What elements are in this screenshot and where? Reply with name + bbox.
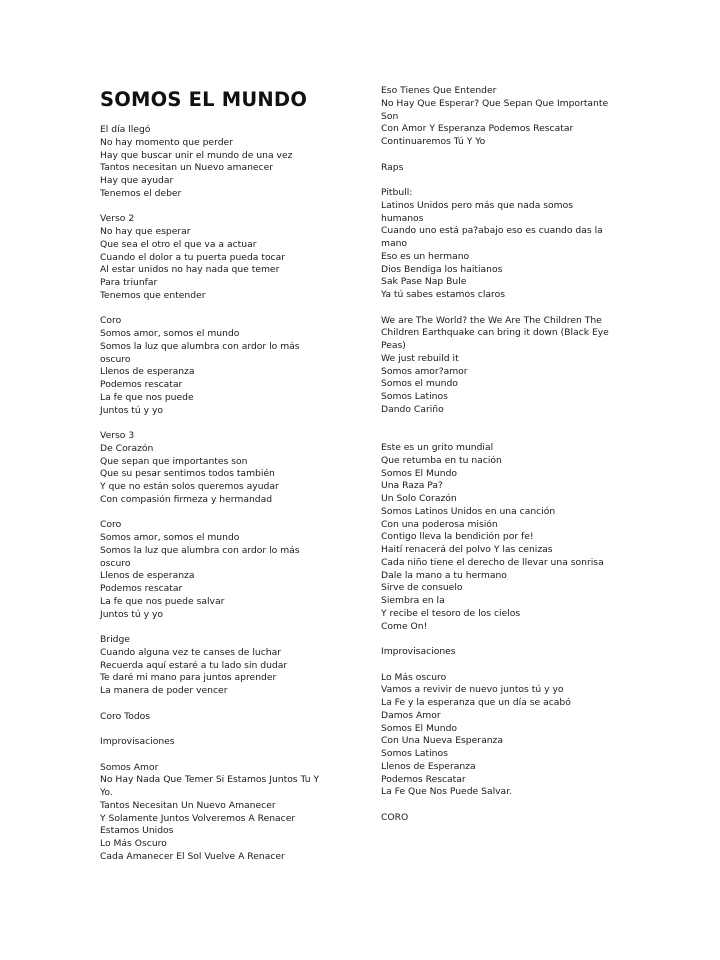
lyric-line: Somos el mundo: [381, 378, 458, 390]
lyric-line: Lo Más oscuro: [381, 671, 447, 683]
lyric-line: Coro: [100, 519, 122, 531]
stanza: [381, 646, 626, 659]
lyric-line: Con Amor Y Esperanza Podemos Rescatar: [381, 123, 574, 135]
lyric-line: Que su pesar sentimos todos también: [100, 468, 275, 480]
lyric-line: La fe que nos puede: [100, 391, 194, 403]
left-column: [100, 88, 355, 876]
lyric-line: Cada Amanecer El Sol Vuelve A Renacer: [100, 850, 285, 862]
lyric-line: Dale la mano a tu hermano: [381, 569, 507, 581]
lyric-line: Dios Bendiga los haitianos: [381, 263, 503, 275]
lyric-line: Que sea el otro el que va a actuar: [100, 238, 257, 250]
stanza: [381, 187, 626, 302]
lyric-line: Improvisaciones: [381, 646, 456, 657]
lyric-line: Verso 3: [100, 430, 135, 441]
lyric-line: Children Earthquake can bring it down (Black Eye: [381, 327, 609, 339]
lyric-line: Podemos rescatar: [100, 583, 183, 594]
lyric-line: Juntos tú y yo: [100, 404, 164, 416]
lyric-line: Yo.: [100, 787, 113, 798]
lyric-line: Te daré mi mano para juntos aprender: [100, 672, 277, 684]
lyric-line: Tantos necesitan un Nuevo amanecer: [100, 162, 274, 174]
stanza: [100, 315, 355, 417]
song-title: SOMOS EL MUNDO: [100, 88, 308, 111]
lyric-line: Recuerda aquí estaré a tu lado sin dudar: [100, 659, 288, 671]
lyric-line: Podemos Rescatar: [381, 773, 466, 785]
lyric-line: Pitbull:: [381, 187, 413, 198]
lyric-line: De Corazón: [100, 442, 154, 454]
lyric-line: La fe que nos puede salvar: [100, 595, 225, 607]
lyric-line: Al estar unidos no hay nada que temer: [100, 264, 280, 276]
lyric-line: Somos Latinos: [381, 748, 448, 759]
lyric-line: Eso es un hermano: [381, 250, 470, 262]
lyric-line: Somos Latinos Unidos en una canción: [381, 505, 556, 517]
lyric-line: Somos Latinos: [381, 391, 448, 402]
lyric-line: Coro Todos: [100, 710, 151, 722]
lyric-line: We just rebuild it: [381, 352, 459, 364]
right-stanzas: [381, 85, 626, 825]
lyric-line: La manera de poder vencer: [100, 685, 228, 696]
lyric-line: Llenos de esperanza: [100, 366, 195, 378]
lyric-line: Cada niño tiene el derecho de llevar una sonrisa: [381, 556, 604, 568]
lyric-line: No Hay Nada Que Temer Si Estamos Juntos Tu Y: [100, 774, 320, 786]
lyric-line: Cuando uno está pa?abajo eso es cuando das la: [381, 225, 603, 237]
lyric-line: Con una poderosa misión: [381, 518, 498, 530]
lyric-line: Que retumba en tu nación: [381, 454, 502, 466]
lyric-line: Improvisaciones: [100, 736, 175, 747]
lyric-line: El día llegó: [100, 124, 151, 135]
lyric-line: Haití renacerá del polvo Y las cenizas: [381, 544, 553, 555]
stanza: [100, 213, 355, 302]
lyric-line: Peas): [381, 340, 406, 351]
lyric-line: Sirve de consuelo: [381, 582, 463, 594]
lyric-line: Con Una Nueva Esperanza: [381, 735, 503, 747]
lyric-line: oscuro: [100, 557, 131, 569]
lyric-line: Latinos Unidos pero más que nada somos: [381, 199, 574, 211]
lyric-line: Dando Cariño: [381, 403, 444, 415]
right-column: [381, 85, 626, 837]
lyric-line: Son: [381, 110, 399, 122]
stanza: [381, 812, 626, 825]
lyric-line: Para triunfar: [100, 277, 158, 288]
lyric-line: Somos amor?amor: [381, 365, 468, 377]
lyric-line: No hay que esperar: [100, 226, 191, 237]
lyric-line: Estamos Unidos: [100, 825, 174, 837]
lyric-line: Somos El Mundo: [381, 722, 458, 734]
lyric-line: Continuaremos Tú Y Yo: [381, 136, 486, 147]
lyric-line: Tantos Necesitan Un Nuevo Amanecer: [100, 799, 276, 811]
lyric-line: Somos la luz que alumbra con ardor lo más: [100, 340, 300, 352]
lyric-line: No hay momento que perder: [100, 136, 233, 148]
lyric-line: Hay que ayudar: [100, 175, 174, 186]
lyric-line: Eso Tienes Que Entender: [381, 85, 497, 96]
lyric-line: Somos amor, somos el mundo: [100, 328, 240, 339]
lyric-line: La Fe y la esperanza que un día se acabó: [381, 697, 571, 708]
stanza: [100, 736, 355, 749]
stanza: [100, 711, 355, 724]
lyric-line: Podemos rescatar: [100, 379, 183, 390]
lyric-line: Come On!: [381, 620, 428, 632]
stanza: [100, 634, 355, 698]
stanza: [100, 124, 355, 201]
lyric-line: We are The World? the We Are The Children The: [381, 314, 602, 326]
lyric-line: Llenos de Esperanza: [381, 760, 476, 772]
lyric-line: Tenemos que entender: [100, 289, 206, 301]
lyric-line: CORO: [381, 811, 409, 823]
stanza: [381, 315, 626, 417]
lyric-line: oscuro: [100, 353, 131, 365]
lyric-line: Una Raza Pa?: [381, 480, 443, 492]
lyric-line: Bridge: [100, 634, 130, 645]
lyric-line: Y que no están solos queremos ayudar: [100, 481, 279, 492]
stanza: [381, 672, 626, 800]
stanza: [100, 519, 355, 621]
lyric-line: Lo Más Oscuro: [100, 838, 167, 849]
lyric-line: Cuando el dolor a tu puerta pueda tocar: [100, 251, 286, 263]
stanza: [100, 762, 355, 864]
lyric-line: Tenemos el deber: [100, 187, 182, 199]
lyric-line: Somos amor, somos el mundo: [100, 532, 240, 543]
left-stanzas: [100, 124, 355, 864]
lyric-line: Con compasión firmeza y hermandad: [100, 493, 273, 505]
lyric-line: Este es un grito mundial: [381, 442, 494, 453]
lyric-line: Que sepan que importantes son: [100, 455, 248, 467]
stanza: [381, 85, 626, 149]
stanza: [100, 430, 355, 507]
lyric-line: Llenos de esperanza: [100, 570, 195, 582]
lyric-line: Contigo lleva la bendición por fe!: [381, 531, 534, 543]
lyric-line: Somos Amor: [100, 761, 159, 773]
lyric-line: Verso 2: [100, 213, 135, 225]
lyric-line: Siembra en la: [381, 595, 445, 606]
lyric-line: Damos Amor: [381, 709, 441, 721]
lyric-line: Un Solo Corazón: [381, 493, 457, 504]
lyric-line: Somos El Mundo: [381, 467, 458, 479]
lyric-line: Coro: [100, 315, 122, 327]
lyric-line: Cuando alguna vez te canses de luchar: [100, 646, 281, 658]
lyric-line: Hay que buscar unir el mundo de una vez: [100, 149, 293, 161]
lyric-line: mano: [381, 238, 408, 249]
stanza: [381, 442, 626, 633]
lyric-line: Juntos tú y yo: [100, 608, 164, 620]
lyric-line: Sak Pase Nap Bule: [381, 276, 467, 288]
lyric-line: Vamos a revivir de nuevo juntos tú y yo: [381, 684, 564, 696]
lyric-line: No Hay Que Esperar? Que Sepan Que Importante: [381, 97, 609, 109]
lyric-line: Y recibe el tesoro de los cielos: [381, 607, 521, 619]
lyric-line: Y Solamente Juntos Volveremos A Renacer: [100, 812, 296, 824]
lyric-line: Somos la luz que alumbra con ardor lo más: [100, 544, 300, 556]
stanza: [381, 162, 626, 175]
lyric-line: La Fe Que Nos Puede Salvar.: [381, 786, 513, 798]
lyric-line: Ya tú sabes estamos claros: [381, 289, 506, 300]
lyric-line: Raps: [381, 161, 404, 173]
lyric-line: humanos: [381, 212, 424, 224]
